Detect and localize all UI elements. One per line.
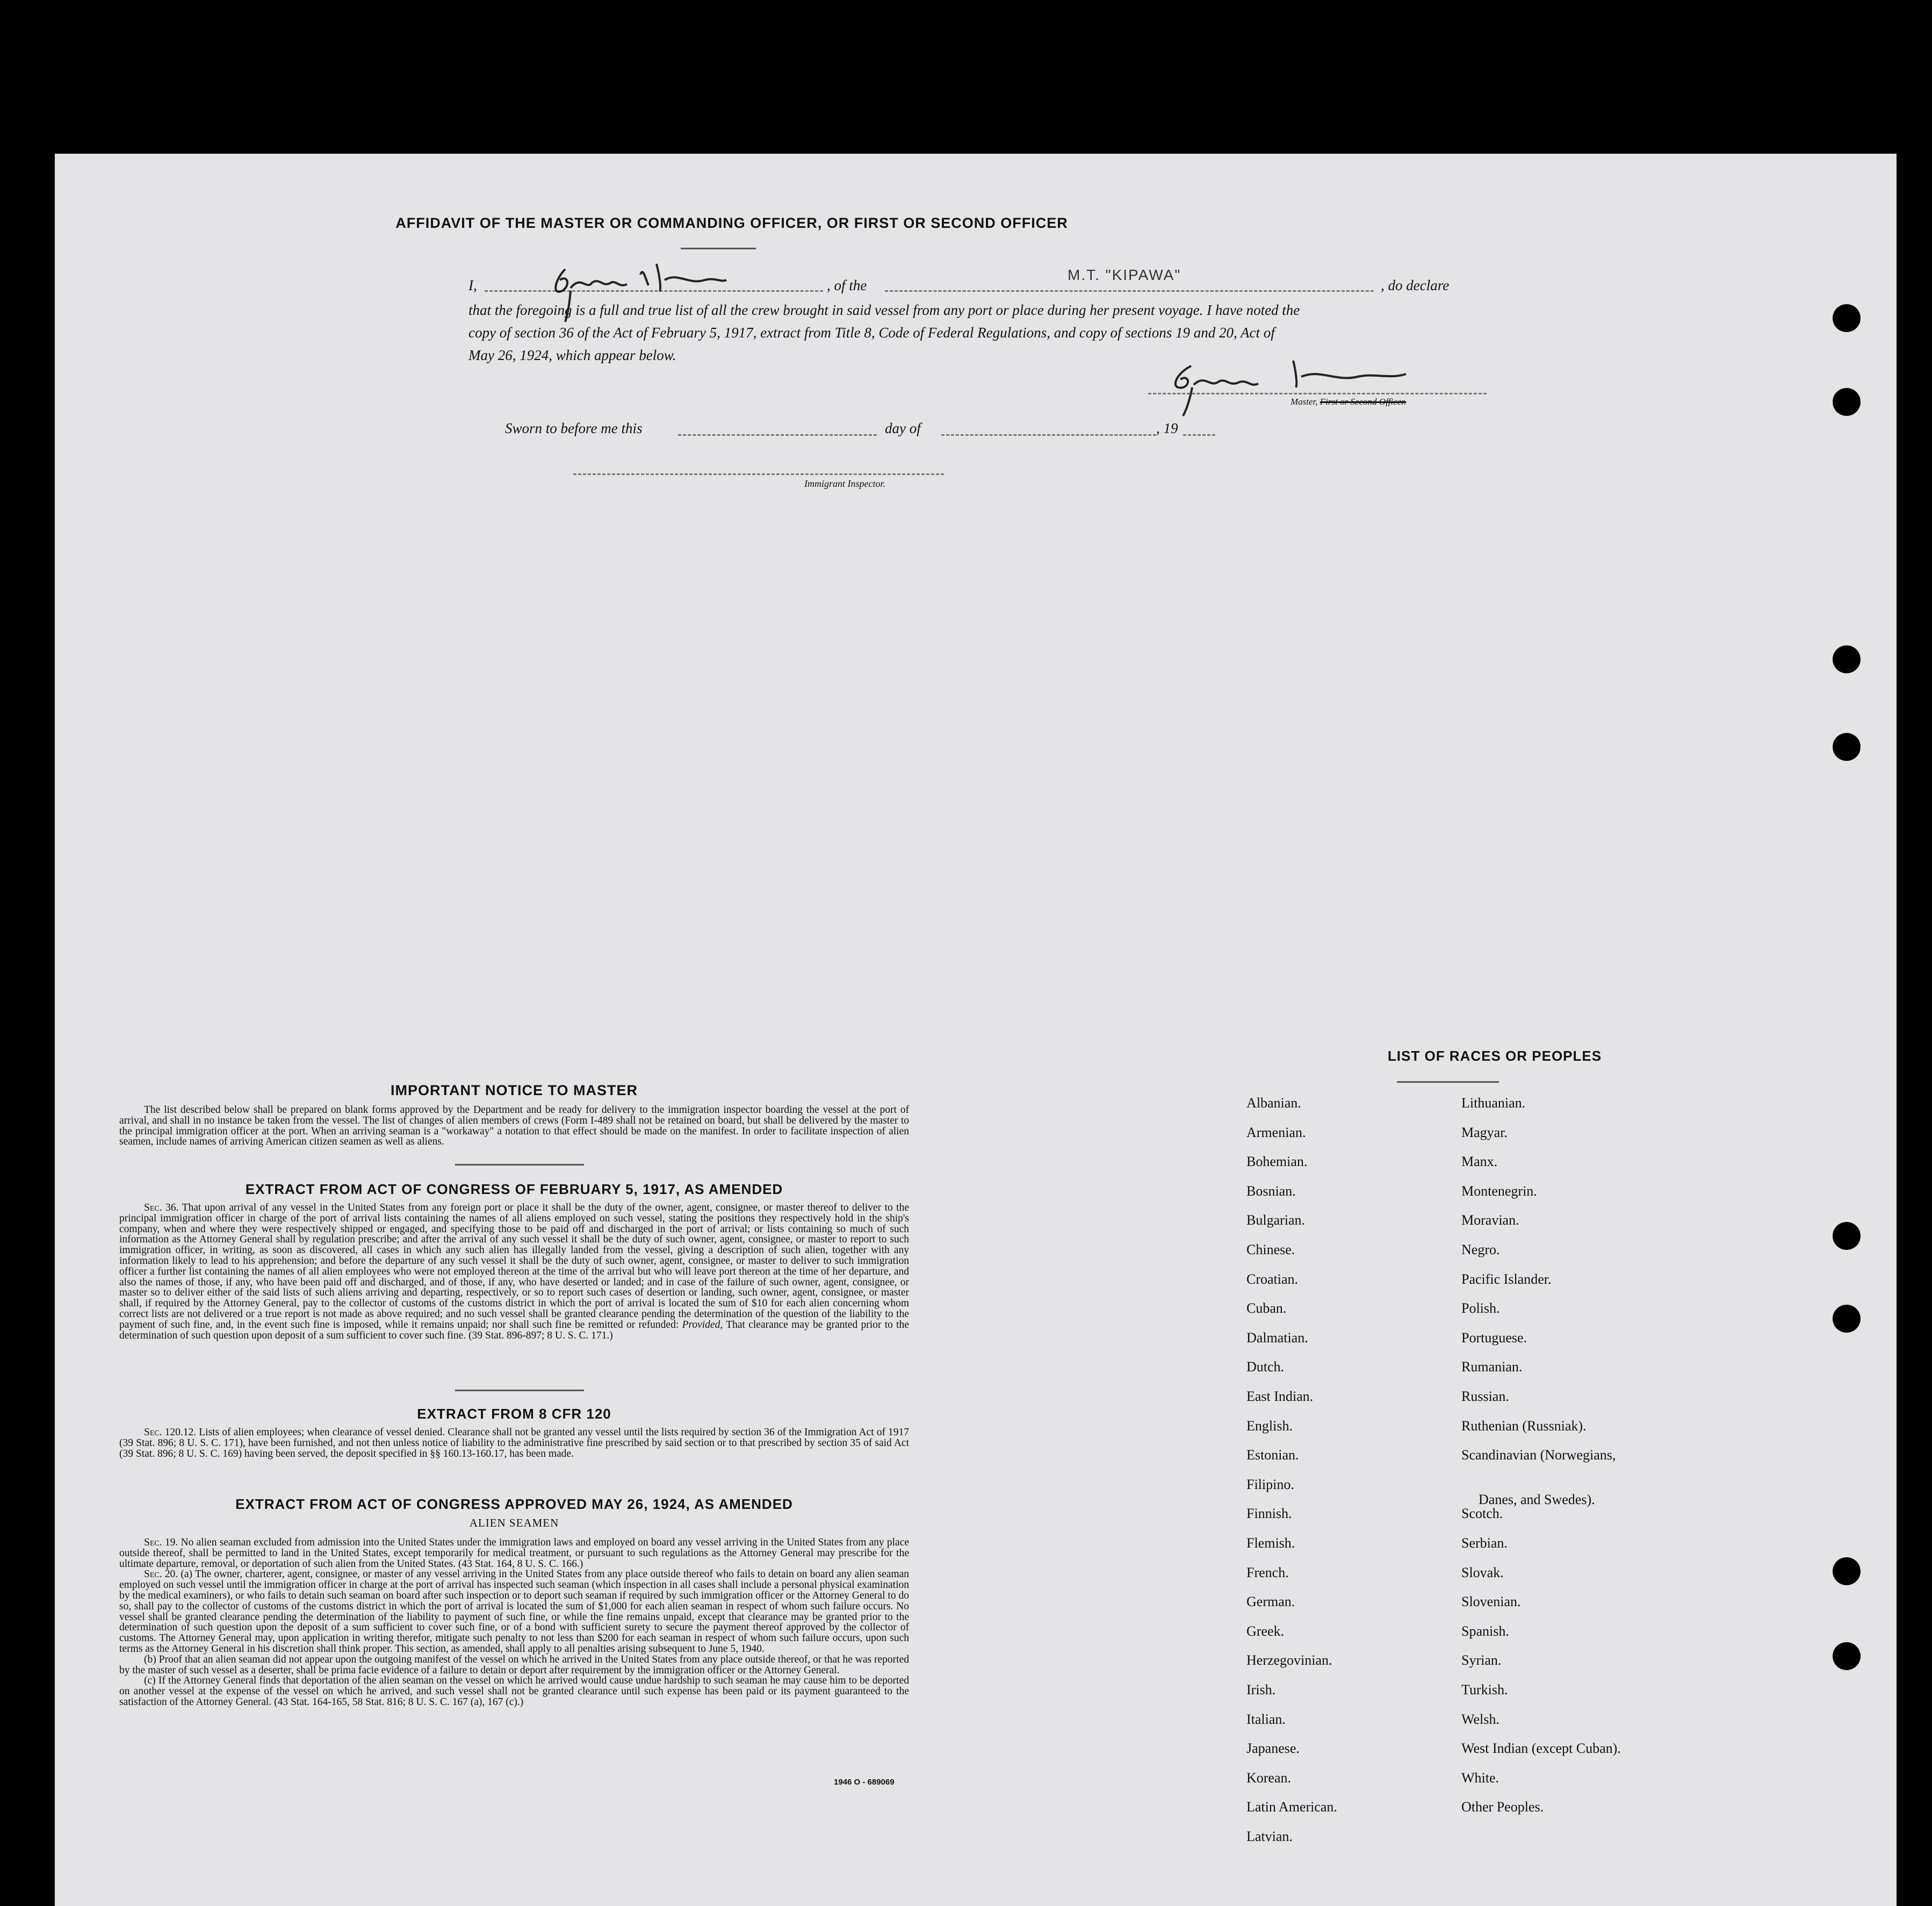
- race-item: Montenegrin.: [1461, 1183, 1537, 1199]
- vessel-blank: [885, 290, 1374, 292]
- of-the-label: , of the: [827, 277, 867, 293]
- races-rule: [1397, 1081, 1499, 1083]
- extract-1917-body: [119, 1203, 909, 1341]
- sec-19-text: No alien seaman excluded from admission into the United States under the immigration laws and employed on board any vessel arriving in the United States from any place outside thereof, shall be permitted to land in the United States, except temporarily for medical treatment, or pursuant to such regulations as the Attorney General may prescribe for the ultimate departure, removal, or deportation of such alien from the United States. (43 Stat. 164, 8 U. S. C. 166.): [119, 1537, 910, 1570]
- binder-hole: [1833, 733, 1861, 761]
- race-item: Albanian.: [1246, 1095, 1301, 1111]
- sworn-prefix: Sworn to before me this: [505, 420, 643, 436]
- sec-20a-text: (a) The owner, charterer, agent, consignee, or master of any vessel arriving in the United States from any place outside thereof who fails to detain on board any alien seaman employed on such vessel until the immigration officer in charge at the port of arrival has inspected such seaman (which inspection in all cases shall include a personal physical examination by the medical examiners), or who fails to detain such seaman on board after such inspection or to deport such seaman if required by such immigration officer or the Attorney General to do so, shall pay to the collector of customs of the customs district in which the port of arrival is located the sum of $1,000 for each alien seaman in respect of whom such failure occurs. No vessel shall be granted clearance pending the determination of the liability to payment of such fine, or while the fine remains unpaid, except that clearance may be granted prior to the determination of such question upon the deposit of a sum sufficient to cover such fine, or of a bond with sufficient surety to secure the payment thereof approved by the collector of customs. The Attorney General may, upon application in writing therefor, mitigate such penalty to not less than $200 for each seaman in respect of whom such failure occurs, upon such terms as the Attorney General in his discretion shall think proper. This section, as amended, shall apply to all penalties arising subsequent to June 5, 1940.: [119, 1569, 910, 1655]
- race-item: Filipino.: [1246, 1476, 1294, 1492]
- race-item: Serbian.: [1461, 1535, 1508, 1551]
- affidavit-title: AFFIDAVIT OF THE MASTER OR COMMANDING OFFICER, OR FIRST OR SECOND OFFICER: [395, 215, 1068, 231]
- affidavit-line-3: copy of section 36 of the Act of February 5, 1917, extract from Title 8, Code of Federal Regulations, and copy of sections 19 and 20, Act of: [468, 325, 1275, 341]
- race-item: Other Peoples.: [1461, 1799, 1544, 1815]
- race-item: Korean.: [1246, 1770, 1292, 1786]
- sworn-year-label: , 19: [1156, 420, 1178, 436]
- inspector-label: Immigrant Inspector.: [804, 478, 885, 489]
- title-rule: [681, 248, 756, 249]
- race-item: Japanese.: [1246, 1740, 1300, 1757]
- extract-1924-title: EXTRACT FROM ACT OF CONGRESS APPROVED MAY 26, 1924, AS AMENDED: [235, 1496, 793, 1512]
- document-page: [55, 154, 1897, 1906]
- inspector-signature-line: [573, 473, 944, 475]
- sec-120-text: Lists of alien employees; when clearance of vessel denied. Clearance shall not be granted any vessel until the lists required by section 36 of the Immigration Act of 1917 (39 Stat. 896; 8 U. S. C. 171), have been furnished, and not then unless notice of liability to the administrative fine prescribed by said section or to that prescribed by section 35 of said Act (39 Stat. 896; 8 U. S. C. 169) having been served, the deposit specified in §§ 160.13-160.17, has been made.: [119, 1427, 910, 1459]
- sworn-day-blank: [678, 434, 877, 436]
- race-item: Italian.: [1246, 1711, 1286, 1727]
- notice-body: [119, 1105, 909, 1147]
- race-item: Dutch.: [1246, 1359, 1285, 1375]
- race-item: Greek.: [1246, 1623, 1285, 1639]
- notice-text: The list described below shall be prepared on blank forms approved by the Department and be ready for delivery to the immigration inspector boarding the vessel at the port of arrival, and shall in no instance be taken from the vessel. The list of changes of alien members of crews (Form I-489 shall not be retained on board, but shall be delivered by the master to the principal immigration officer at the port. When an arriving seaman is a "workaway" a notation to that effect should be made on the manifest. In order to facilitate inspection of alien seamen, include names of arriving American citizen seamen as well as aliens.: [119, 1104, 909, 1148]
- print-code: 1946 O - 689069: [834, 1778, 895, 1787]
- extract-1924-body: [119, 1537, 909, 1708]
- vessel-name-stamp: M.T. "KIPAWA": [1068, 267, 1181, 283]
- race-item: Cuban.: [1246, 1300, 1287, 1317]
- binder-hole: [1833, 1557, 1861, 1585]
- binder-hole: [1833, 388, 1861, 416]
- sec-36-label: Sec. 36.: [144, 1202, 179, 1213]
- notice-title: IMPORTANT NOTICE TO MASTER: [391, 1082, 638, 1098]
- notice-rule: [455, 1164, 584, 1166]
- race-item: Irish.: [1246, 1682, 1276, 1698]
- race-item: German.: [1246, 1594, 1295, 1610]
- race-item: Lithuanian.: [1461, 1095, 1526, 1111]
- affidavit-body: [468, 299, 1489, 366]
- race-item: Polish.: [1461, 1300, 1500, 1317]
- race-item: Turkish.: [1461, 1682, 1508, 1698]
- race-item: Bulgarian.: [1246, 1212, 1306, 1228]
- race-item: Russian.: [1461, 1389, 1509, 1404]
- signature-role: [1291, 397, 1406, 407]
- race-item: French.: [1246, 1564, 1289, 1580]
- race-item: Syrian.: [1461, 1652, 1502, 1668]
- race-item: Magyar.: [1461, 1124, 1508, 1140]
- do-declare-label: , do declare: [1381, 277, 1450, 293]
- race-item: Flemish.: [1246, 1535, 1295, 1551]
- race-item: Latvian.: [1246, 1829, 1293, 1844]
- race-item: Ruthenian (Russniak).: [1461, 1418, 1587, 1434]
- extract-1917-title: EXTRACT FROM ACT OF CONGRESS OF FEBRUARY 5, 1917, AS AMENDED: [245, 1181, 783, 1197]
- binder-hole: [1833, 1222, 1861, 1250]
- race-item: Pacific Islander.: [1461, 1271, 1552, 1287]
- master-signature-line: [1148, 393, 1487, 394]
- cfr-body: [119, 1427, 909, 1459]
- race-item: Chinese.: [1246, 1242, 1295, 1257]
- race-item: West Indian (except Cuban).: [1461, 1740, 1621, 1757]
- affidavit-line-4: May 26, 1924, which appear below.: [468, 347, 676, 363]
- binder-hole: [1833, 645, 1861, 673]
- race-item: Scotch.: [1461, 1506, 1503, 1522]
- sec-36-text: That upon arrival of any vessel in the United States from any foreign port or place it shall be the duty of the owner, agent, consignee, or master thereof to deliver to the principal immigration officer in charge of the port of arrival lists containing the names of all aliens employed on such vessel, stating the positions they respectively hold in the ship's company, when and where they were respectively shipped or engaged, and specifying those to be paid off and discharged in the port of arrival; or lists containing so much of such information as the Attorney General shall by regulation prescribe; and after the arrival of any such vessel it shall be the duty of such owner, agent, consignee, or master to report to such immigration officer, in writing, as soon as discovered, all cases in which any such alien has illegally landed from the vessel, giving a description of such alien, together with any information likely to lead to his apprehension; and before the departure of any such vessel it shall be the duty of such owner, agent, consignee, or master to deliver to such immigration officer a further list containing the names of all alien employees who were not employed thereon at the time of the arrival but who will leave port thereon at the time of her departure, and also the names of those, if any, who have been paid off and discharged, and of those, if any, who have deserted or landed; and in case of the failure of such owner, agent, consignee, or master so to deliver either of the said lists of such aliens arriving and departing, respectively, or so to report such cases of desertion or landing, such owner, agent, consignee, or master shall, if required by the Attorney General, pay to the collector of customs of the customs district in which the port of arrival is located the sum of $10 for each alien concerning whom correct lists are not delivered or a true report is not made as above required; and no such vessel shall be granted clearance pending the determination of the question of the liability to the payment of such fine, and, in the event such fine is imposed, while it remains unpaid; nor shall such fine be remitted or refunded:: [119, 1202, 909, 1330]
- race-item: Herzegovinian.: [1246, 1652, 1332, 1668]
- race-item: Bosnian.: [1246, 1183, 1296, 1199]
- race-item: Negro.: [1461, 1242, 1500, 1257]
- race-item: Rumanian.: [1461, 1359, 1523, 1375]
- race-item: Croatian.: [1246, 1271, 1299, 1287]
- race-item: Slovak.: [1461, 1564, 1504, 1580]
- sec-19-label: Sec. 19.: [144, 1537, 178, 1548]
- affidavit-line-2: that the foregoing is a full and true list of all the crew brought in said vessel from any port or place during her present voyage. I have noted the: [468, 302, 1300, 318]
- sworn-day-label: day of: [885, 420, 921, 436]
- race-item: Welsh.: [1461, 1711, 1500, 1727]
- master-signature: [1159, 358, 1417, 417]
- sworn-month-blank: [941, 434, 1156, 436]
- race-item: East Indian.: [1246, 1389, 1314, 1404]
- proviso-word: Provided,: [682, 1319, 723, 1330]
- sec-120-label: Sec. 120.12.: [144, 1427, 197, 1438]
- race-item: Estonian.: [1246, 1447, 1299, 1463]
- cfr-title: EXTRACT FROM 8 CFR 120: [417, 1406, 611, 1422]
- race-item: Slovenian.: [1461, 1594, 1521, 1610]
- role-struck-officer: First or Second Officer.: [1320, 397, 1407, 407]
- sec-36-end: That clearance may be granted prior to the determination of such question upon deposit of a sum sufficient to cover such fine. (39 Stat. 896-897; 8 U. S. C. 171.): [119, 1319, 910, 1341]
- race-item: Danes, and Swedes).: [1479, 1491, 1595, 1507]
- race-item: White.: [1461, 1770, 1500, 1786]
- sec-20c-text: (c) If the Attorney General finds that deportation of the alien seaman on the vessel on which he arrived would cause undue hardship to such seaman he may cause him to be deported on another vessel at the expense of the vessel on which he arrived, and such vessel shall not be granted clearance until such expense has been paid or its payment guaranteed to the satisfaction of the Attorney General. (43 Stat. 164-165, 58 Stat. 816; 8 U. S. C. 167 (a), 167 (c).): [119, 1675, 909, 1708]
- sec-20-label: Sec. 20.: [144, 1569, 178, 1580]
- affidavit-pronoun: I,: [468, 277, 477, 293]
- race-item: Portuguese.: [1461, 1329, 1527, 1346]
- race-item: Scandinavian (Norwegians,: [1461, 1447, 1616, 1463]
- sec-20b-text: (b) Proof that an alien seaman did not appear upon the outgoing manifest of the vessel on which he arrived in the United States from any place outside thereof, or that he was reported by the master of such vessel as a deserter, shall be prima facie evidence of a failure to detain or deport after requirement by the immigration officer or the Attorney General.: [119, 1653, 909, 1676]
- race-item: Manx.: [1461, 1154, 1498, 1170]
- race-item: Moravian.: [1461, 1212, 1519, 1228]
- race-item: English.: [1246, 1418, 1293, 1434]
- alien-seamen-subtitle: ALIEN SEAMEN: [469, 1516, 559, 1529]
- race-item: Armenian.: [1246, 1124, 1306, 1140]
- races-title: LIST OF RACES OR PEOPLES: [1387, 1048, 1602, 1064]
- race-item: Dalmatian.: [1246, 1329, 1308, 1346]
- race-item: Bohemian.: [1246, 1154, 1308, 1170]
- race-item: Spanish.: [1461, 1623, 1509, 1639]
- race-item: Finnish.: [1246, 1506, 1292, 1522]
- race-item: Latin American.: [1246, 1799, 1337, 1815]
- role-master: Master,: [1291, 397, 1318, 407]
- extract-1917-rule: [455, 1390, 584, 1391]
- binder-hole: [1833, 304, 1861, 332]
- sworn-year-blank: [1183, 434, 1215, 436]
- binder-hole: [1833, 1305, 1861, 1333]
- binder-hole: [1833, 1642, 1861, 1670]
